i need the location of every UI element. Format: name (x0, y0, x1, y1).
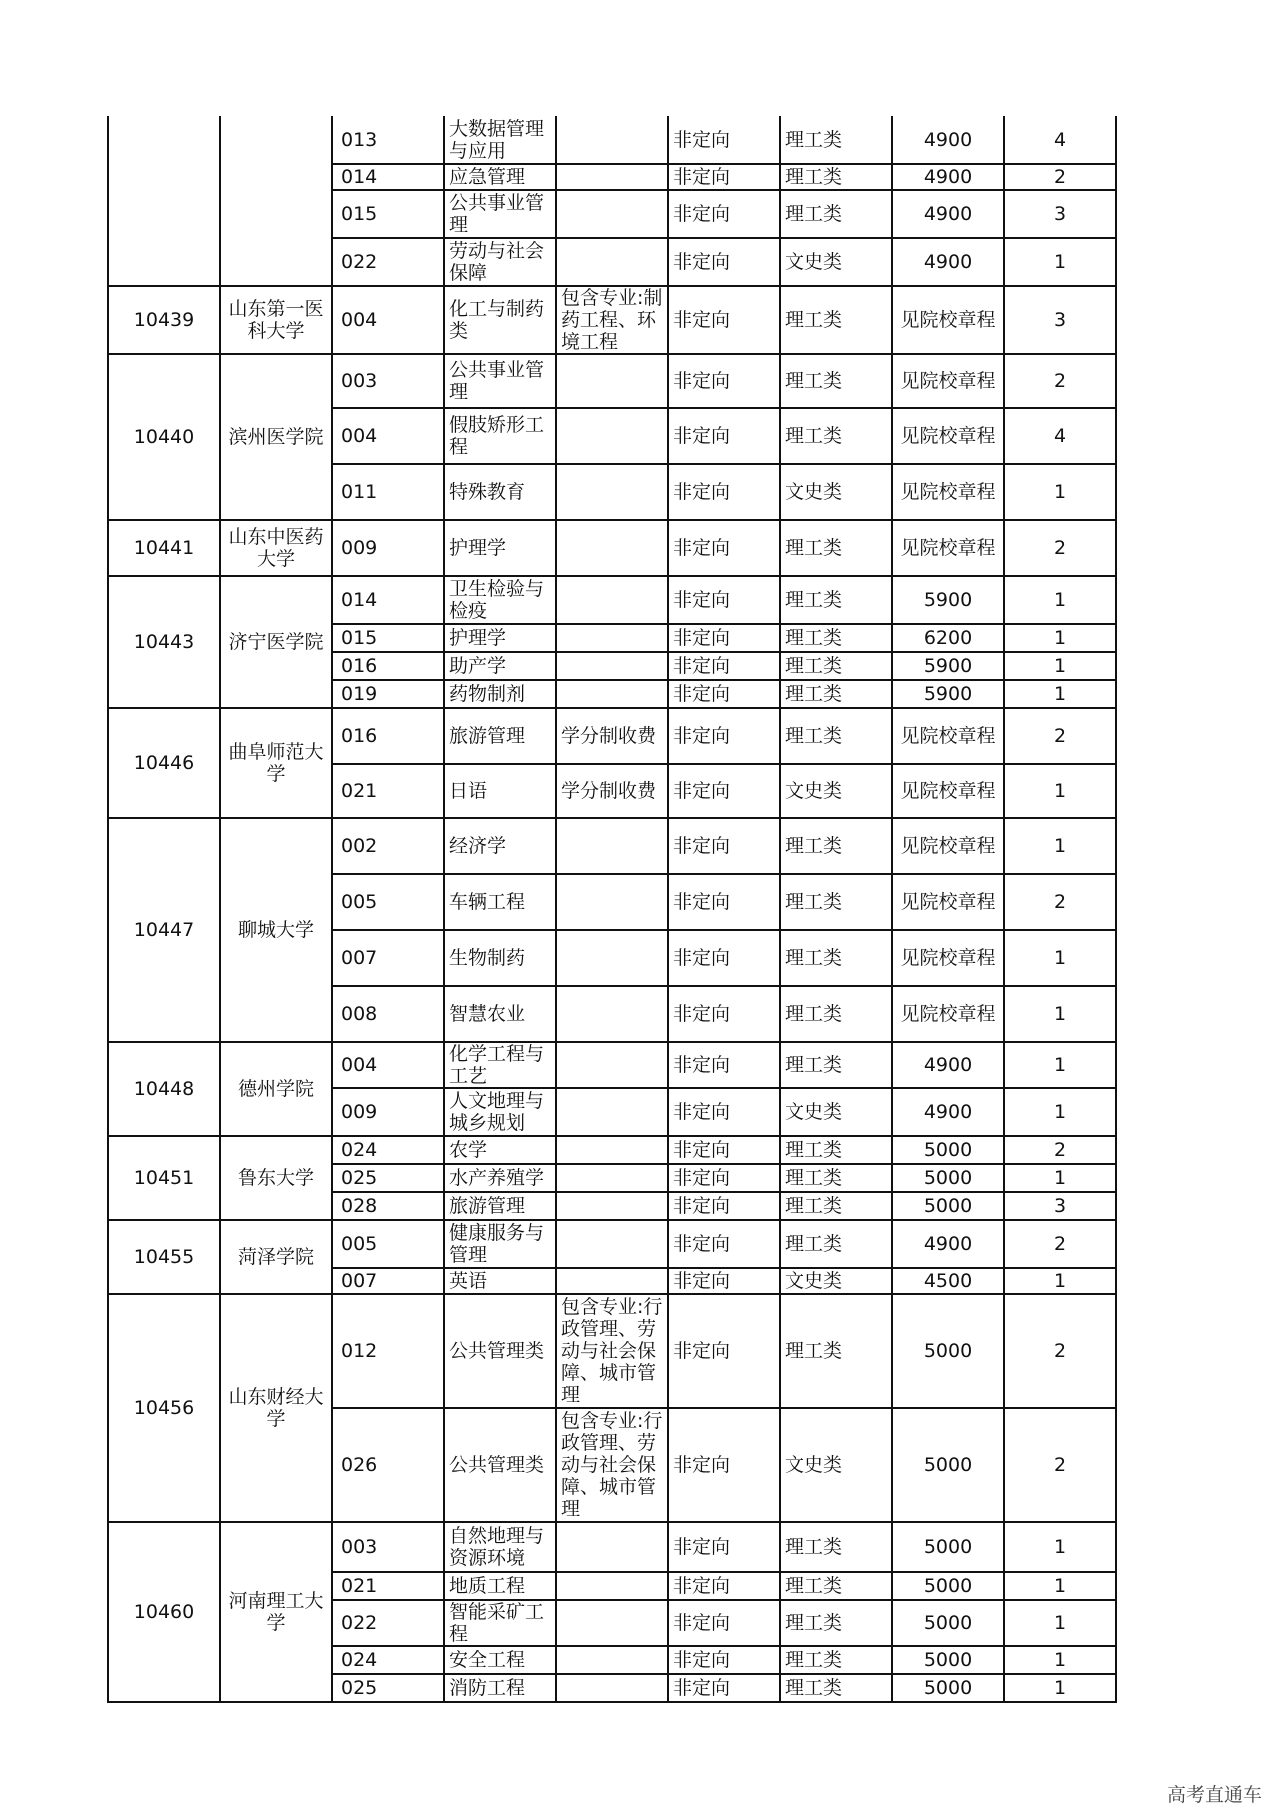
direction-type-cell: 非定向 (668, 818, 780, 874)
major-code-cell: 014 (332, 164, 444, 190)
plan-count-cell: 1 (1004, 1600, 1116, 1646)
tuition-fee-cell: 见院校章程 (892, 874, 1004, 930)
subject-category-cell: 文史类 (780, 764, 892, 818)
school-name-cell: 德州学院 (220, 1042, 332, 1136)
school-code-cell: 10443 (108, 576, 220, 708)
table-row (108, 286, 1116, 354)
tuition-fee-cell: 5000 (892, 1136, 1004, 1164)
subject-category-cell: 理工类 (780, 930, 892, 986)
plan-count-cell: 1 (1004, 238, 1116, 286)
plan-count-cell: 1 (1004, 1164, 1116, 1192)
plan-count-cell: 1 (1004, 1674, 1116, 1702)
school-name-cell: 聊城大学 (220, 818, 332, 1042)
major-code-cell: 004 (332, 408, 444, 464)
direction-type-cell: 非定向 (668, 520, 780, 576)
direction-type-cell: 非定向 (668, 464, 780, 520)
major-note-cell: 包含专业:行政管理、劳动与社会保障、城市管理 (556, 1408, 668, 1522)
school-name-cell: 山东财经大学 (220, 1294, 332, 1522)
table-row (108, 354, 1116, 408)
tuition-fee-cell: 4900 (892, 164, 1004, 190)
major-note-cell (556, 624, 668, 652)
tuition-fee-cell: 4900 (892, 238, 1004, 286)
major-note-cell (556, 1674, 668, 1702)
major-note-cell (556, 520, 668, 576)
plan-count-cell: 3 (1004, 1192, 1116, 1220)
tuition-fee-cell: 见院校章程 (892, 986, 1004, 1042)
plan-count-cell: 1 (1004, 1522, 1116, 1572)
subject-category-cell: 理工类 (780, 652, 892, 680)
major-code-cell: 011 (332, 464, 444, 520)
direction-type-cell: 非定向 (668, 1646, 780, 1674)
subject-category-cell: 理工类 (780, 874, 892, 930)
direction-type-cell: 非定向 (668, 624, 780, 652)
major-name-cell: 药物制剂 (444, 680, 556, 708)
major-name-cell: 化工与制药类 (444, 286, 556, 354)
major-note-cell: 包含专业:行政管理、劳动与社会保障、城市管理 (556, 1294, 668, 1408)
school-name-cell: 济宁医学院 (220, 576, 332, 708)
subject-category-cell: 文史类 (780, 1408, 892, 1522)
tuition-fee-cell: 5000 (892, 1192, 1004, 1220)
major-note-cell (556, 818, 668, 874)
plan-count-cell: 1 (1004, 464, 1116, 520)
major-name-cell: 农学 (444, 1136, 556, 1164)
school-code-cell: 10455 (108, 1220, 220, 1294)
subject-category-cell: 理工类 (780, 520, 892, 576)
major-note-cell (556, 1042, 668, 1088)
direction-type-cell: 非定向 (668, 1572, 780, 1600)
major-note-cell (556, 116, 668, 164)
enrollment-plan-table (107, 116, 1117, 1703)
major-code-cell: 021 (332, 764, 444, 818)
major-name-cell: 智慧农业 (444, 986, 556, 1042)
direction-type-cell: 非定向 (668, 164, 780, 190)
major-code-cell: 004 (332, 286, 444, 354)
subject-category-cell: 理工类 (780, 680, 892, 708)
major-code-cell: 022 (332, 1600, 444, 1646)
subject-category-cell: 理工类 (780, 1600, 892, 1646)
major-name-cell: 旅游管理 (444, 1192, 556, 1220)
school-code-cell: 10440 (108, 354, 220, 520)
plan-count-cell: 1 (1004, 818, 1116, 874)
plan-count-cell: 1 (1004, 1646, 1116, 1674)
major-note-cell (556, 652, 668, 680)
table-row (108, 520, 1116, 576)
subject-category-cell: 理工类 (780, 1646, 892, 1674)
major-note-cell (556, 1220, 668, 1268)
major-code-cell: 015 (332, 624, 444, 652)
subject-category-cell: 理工类 (780, 624, 892, 652)
major-code-cell: 007 (332, 1268, 444, 1294)
school-code-cell: 10451 (108, 1136, 220, 1220)
major-note-cell (556, 930, 668, 986)
tuition-fee-cell: 见院校章程 (892, 354, 1004, 408)
direction-type-cell: 非定向 (668, 1268, 780, 1294)
major-code-cell: 009 (332, 520, 444, 576)
school-code-cell: 10441 (108, 520, 220, 576)
table-row (108, 708, 1116, 764)
major-code-cell: 016 (332, 652, 444, 680)
major-name-cell: 公共事业管理 (444, 190, 556, 238)
direction-type-cell: 非定向 (668, 764, 780, 818)
plan-count-cell: 2 (1004, 1136, 1116, 1164)
tuition-fee-cell: 见院校章程 (892, 818, 1004, 874)
school-code-cell: 10448 (108, 1042, 220, 1136)
tuition-fee-cell: 4500 (892, 1268, 1004, 1294)
tuition-fee-cell: 4900 (892, 1220, 1004, 1268)
major-name-cell: 日语 (444, 764, 556, 818)
plan-count-cell: 2 (1004, 1408, 1116, 1522)
direction-type-cell: 非定向 (668, 116, 780, 164)
major-note-cell (556, 238, 668, 286)
major-code-cell: 014 (332, 576, 444, 624)
direction-type-cell: 非定向 (668, 408, 780, 464)
school-name-cell: 河南理工大学 (220, 1522, 332, 1702)
subject-category-cell: 理工类 (780, 1674, 892, 1702)
direction-type-cell: 非定向 (668, 238, 780, 286)
major-name-cell: 护理学 (444, 520, 556, 576)
subject-category-cell: 理工类 (780, 286, 892, 354)
table-row (108, 1294, 1116, 1408)
plan-count-cell: 1 (1004, 624, 1116, 652)
major-note-cell (556, 1136, 668, 1164)
direction-type-cell: 非定向 (668, 1164, 780, 1192)
plan-count-cell: 3 (1004, 286, 1116, 354)
table-row (108, 576, 1116, 624)
tuition-fee-cell: 4900 (892, 190, 1004, 238)
major-code-cell: 003 (332, 1522, 444, 1572)
major-name-cell: 英语 (444, 1268, 556, 1294)
major-name-cell: 化学工程与工艺 (444, 1042, 556, 1088)
school-name-cell: 鲁东大学 (220, 1136, 332, 1220)
major-code-cell: 015 (332, 190, 444, 238)
major-name-cell: 公共事业管理 (444, 354, 556, 408)
major-note-cell (556, 1522, 668, 1572)
major-name-cell: 车辆工程 (444, 874, 556, 930)
major-note-cell (556, 1572, 668, 1600)
major-code-cell: 016 (332, 708, 444, 764)
major-code-cell: 013 (332, 116, 444, 164)
major-name-cell: 智能采矿工程 (444, 1600, 556, 1646)
subject-category-cell: 文史类 (780, 238, 892, 286)
direction-type-cell: 非定向 (668, 680, 780, 708)
school-name-cell: 滨州医学院 (220, 354, 332, 520)
plan-count-cell: 1 (1004, 652, 1116, 680)
major-name-cell: 大数据管理与应用 (444, 116, 556, 164)
subject-category-cell: 理工类 (780, 164, 892, 190)
plan-count-cell: 2 (1004, 708, 1116, 764)
major-code-cell: 009 (332, 1088, 444, 1136)
plan-count-cell: 2 (1004, 874, 1116, 930)
plan-count-cell: 1 (1004, 930, 1116, 986)
tuition-fee-cell: 5900 (892, 680, 1004, 708)
major-code-cell: 003 (332, 354, 444, 408)
plan-count-cell: 4 (1004, 408, 1116, 464)
major-name-cell: 地质工程 (444, 1572, 556, 1600)
direction-type-cell: 非定向 (668, 986, 780, 1042)
watermark-text: 高考直通车 (1166, 1784, 1262, 1806)
table-row (108, 116, 1116, 164)
major-name-cell: 公共管理类 (444, 1408, 556, 1522)
subject-category-cell: 理工类 (780, 1294, 892, 1408)
tuition-fee-cell: 5000 (892, 1572, 1004, 1600)
major-name-cell: 公共管理类 (444, 1294, 556, 1408)
tuition-fee-cell: 见院校章程 (892, 286, 1004, 354)
direction-type-cell: 非定向 (668, 1042, 780, 1088)
major-note-cell (556, 576, 668, 624)
subject-category-cell: 文史类 (780, 1088, 892, 1136)
subject-category-cell: 理工类 (780, 1042, 892, 1088)
major-code-cell: 025 (332, 1164, 444, 1192)
major-name-cell: 生物制药 (444, 930, 556, 986)
tuition-fee-cell: 见院校章程 (892, 708, 1004, 764)
direction-type-cell: 非定向 (668, 354, 780, 408)
direction-type-cell: 非定向 (668, 708, 780, 764)
major-note-cell (556, 1646, 668, 1674)
major-name-cell: 应急管理 (444, 164, 556, 190)
subject-category-cell: 文史类 (780, 1268, 892, 1294)
tuition-fee-cell: 4900 (892, 116, 1004, 164)
major-note-cell (556, 408, 668, 464)
subject-category-cell: 理工类 (780, 1572, 892, 1600)
major-note-cell: 学分制收费 (556, 708, 668, 764)
major-code-cell: 028 (332, 1192, 444, 1220)
tuition-fee-cell: 见院校章程 (892, 764, 1004, 818)
school-name-cell: 菏泽学院 (220, 1220, 332, 1294)
major-code-cell: 008 (332, 986, 444, 1042)
plan-count-cell: 2 (1004, 520, 1116, 576)
major-name-cell: 安全工程 (444, 1646, 556, 1674)
major-code-cell: 022 (332, 238, 444, 286)
major-name-cell: 自然地理与资源环境 (444, 1522, 556, 1572)
tuition-fee-cell: 5900 (892, 652, 1004, 680)
major-note-cell (556, 986, 668, 1042)
major-name-cell: 假肢矫形工程 (444, 408, 556, 464)
major-name-cell: 水产养殖学 (444, 1164, 556, 1192)
plan-count-cell: 2 (1004, 164, 1116, 190)
direction-type-cell: 非定向 (668, 1522, 780, 1572)
plan-count-cell: 1 (1004, 1042, 1116, 1088)
tuition-fee-cell: 5000 (892, 1294, 1004, 1408)
direction-type-cell: 非定向 (668, 190, 780, 238)
table-row (108, 1042, 1116, 1088)
table-row (108, 818, 1116, 874)
major-name-cell: 助产学 (444, 652, 556, 680)
school-code-cell: 10439 (108, 286, 220, 354)
subject-category-cell: 理工类 (780, 1136, 892, 1164)
subject-category-cell: 理工类 (780, 1522, 892, 1572)
direction-type-cell: 非定向 (668, 286, 780, 354)
major-note-cell: 学分制收费 (556, 764, 668, 818)
subject-category-cell: 理工类 (780, 190, 892, 238)
table-row (108, 1522, 1116, 1572)
major-note-cell (556, 1164, 668, 1192)
tuition-fee-cell: 见院校章程 (892, 464, 1004, 520)
major-code-cell: 005 (332, 1220, 444, 1268)
subject-category-cell: 理工类 (780, 1164, 892, 1192)
subject-category-cell: 理工类 (780, 1220, 892, 1268)
major-note-cell: 包含专业:制药工程、环境工程 (556, 286, 668, 354)
tuition-fee-cell: 5900 (892, 576, 1004, 624)
major-code-cell: 004 (332, 1042, 444, 1088)
major-name-cell: 特殊教育 (444, 464, 556, 520)
major-code-cell: 007 (332, 930, 444, 986)
major-note-cell (556, 680, 668, 708)
direction-type-cell: 非定向 (668, 1294, 780, 1408)
direction-type-cell: 非定向 (668, 652, 780, 680)
plan-count-cell: 3 (1004, 190, 1116, 238)
school-name-cell: 曲阜师范大学 (220, 708, 332, 818)
major-code-cell: 026 (332, 1408, 444, 1522)
major-note-cell (556, 1268, 668, 1294)
school-code-cell: 10460 (108, 1522, 220, 1702)
major-code-cell: 012 (332, 1294, 444, 1408)
table-row (108, 1220, 1116, 1268)
tuition-fee-cell: 5000 (892, 1646, 1004, 1674)
school-code-cell (108, 116, 220, 286)
major-code-cell: 021 (332, 1572, 444, 1600)
tuition-fee-cell: 4900 (892, 1088, 1004, 1136)
major-code-cell: 019 (332, 680, 444, 708)
direction-type-cell: 非定向 (668, 1088, 780, 1136)
direction-type-cell: 非定向 (668, 1674, 780, 1702)
major-name-cell: 旅游管理 (444, 708, 556, 764)
major-code-cell: 024 (332, 1646, 444, 1674)
major-note-cell (556, 190, 668, 238)
tuition-fee-cell: 5000 (892, 1164, 1004, 1192)
subject-category-cell: 理工类 (780, 986, 892, 1042)
major-name-cell: 经济学 (444, 818, 556, 874)
tuition-fee-cell: 6200 (892, 624, 1004, 652)
tuition-fee-cell: 4900 (892, 1042, 1004, 1088)
major-name-cell: 劳动与社会保障 (444, 238, 556, 286)
major-note-cell (556, 874, 668, 930)
major-name-cell: 健康服务与管理 (444, 1220, 556, 1268)
tuition-fee-cell: 5000 (892, 1674, 1004, 1702)
plan-count-cell: 2 (1004, 1220, 1116, 1268)
major-note-cell (556, 164, 668, 190)
major-name-cell: 卫生检验与检疫 (444, 576, 556, 624)
direction-type-cell: 非定向 (668, 1220, 780, 1268)
tuition-fee-cell: 见院校章程 (892, 408, 1004, 464)
tuition-fee-cell: 5000 (892, 1408, 1004, 1522)
major-name-cell: 消防工程 (444, 1674, 556, 1702)
major-note-cell (556, 354, 668, 408)
major-name-cell: 人文地理与城乡规划 (444, 1088, 556, 1136)
major-note-cell (556, 1600, 668, 1646)
plan-count-cell: 1 (1004, 576, 1116, 624)
major-name-cell: 护理学 (444, 624, 556, 652)
tuition-fee-cell: 见院校章程 (892, 520, 1004, 576)
major-note-cell (556, 464, 668, 520)
direction-type-cell: 非定向 (668, 1600, 780, 1646)
direction-type-cell: 非定向 (668, 930, 780, 986)
plan-count-cell: 1 (1004, 1088, 1116, 1136)
school-name-cell (220, 116, 332, 286)
subject-category-cell: 理工类 (780, 408, 892, 464)
subject-category-cell: 理工类 (780, 116, 892, 164)
major-code-cell: 025 (332, 1674, 444, 1702)
table-body (108, 116, 1116, 1702)
plan-count-cell: 1 (1004, 1268, 1116, 1294)
major-note-cell (556, 1192, 668, 1220)
major-code-cell: 002 (332, 818, 444, 874)
plan-count-cell: 1 (1004, 764, 1116, 818)
direction-type-cell: 非定向 (668, 874, 780, 930)
major-code-cell: 024 (332, 1136, 444, 1164)
subject-category-cell: 理工类 (780, 818, 892, 874)
subject-category-cell: 理工类 (780, 354, 892, 408)
major-note-cell (556, 1088, 668, 1136)
tuition-fee-cell: 5000 (892, 1600, 1004, 1646)
plan-count-cell: 1 (1004, 986, 1116, 1042)
school-name-cell: 山东中医药大学 (220, 520, 332, 576)
school-name-cell: 山东第一医科大学 (220, 286, 332, 354)
tuition-fee-cell: 见院校章程 (892, 930, 1004, 986)
school-code-cell: 10447 (108, 818, 220, 1042)
plan-count-cell: 1 (1004, 1572, 1116, 1600)
table-row (108, 1136, 1116, 1164)
plan-count-cell: 2 (1004, 1294, 1116, 1408)
major-code-cell: 005 (332, 874, 444, 930)
plan-count-cell: 4 (1004, 116, 1116, 164)
school-code-cell: 10456 (108, 1294, 220, 1522)
direction-type-cell: 非定向 (668, 1136, 780, 1164)
direction-type-cell: 非定向 (668, 1408, 780, 1522)
subject-category-cell: 理工类 (780, 576, 892, 624)
plan-count-cell: 1 (1004, 680, 1116, 708)
direction-type-cell: 非定向 (668, 576, 780, 624)
plan-count-cell: 2 (1004, 354, 1116, 408)
subject-category-cell: 理工类 (780, 708, 892, 764)
school-code-cell: 10446 (108, 708, 220, 818)
subject-category-cell: 理工类 (780, 1192, 892, 1220)
tuition-fee-cell: 5000 (892, 1522, 1004, 1572)
direction-type-cell: 非定向 (668, 1192, 780, 1220)
subject-category-cell: 文史类 (780, 464, 892, 520)
